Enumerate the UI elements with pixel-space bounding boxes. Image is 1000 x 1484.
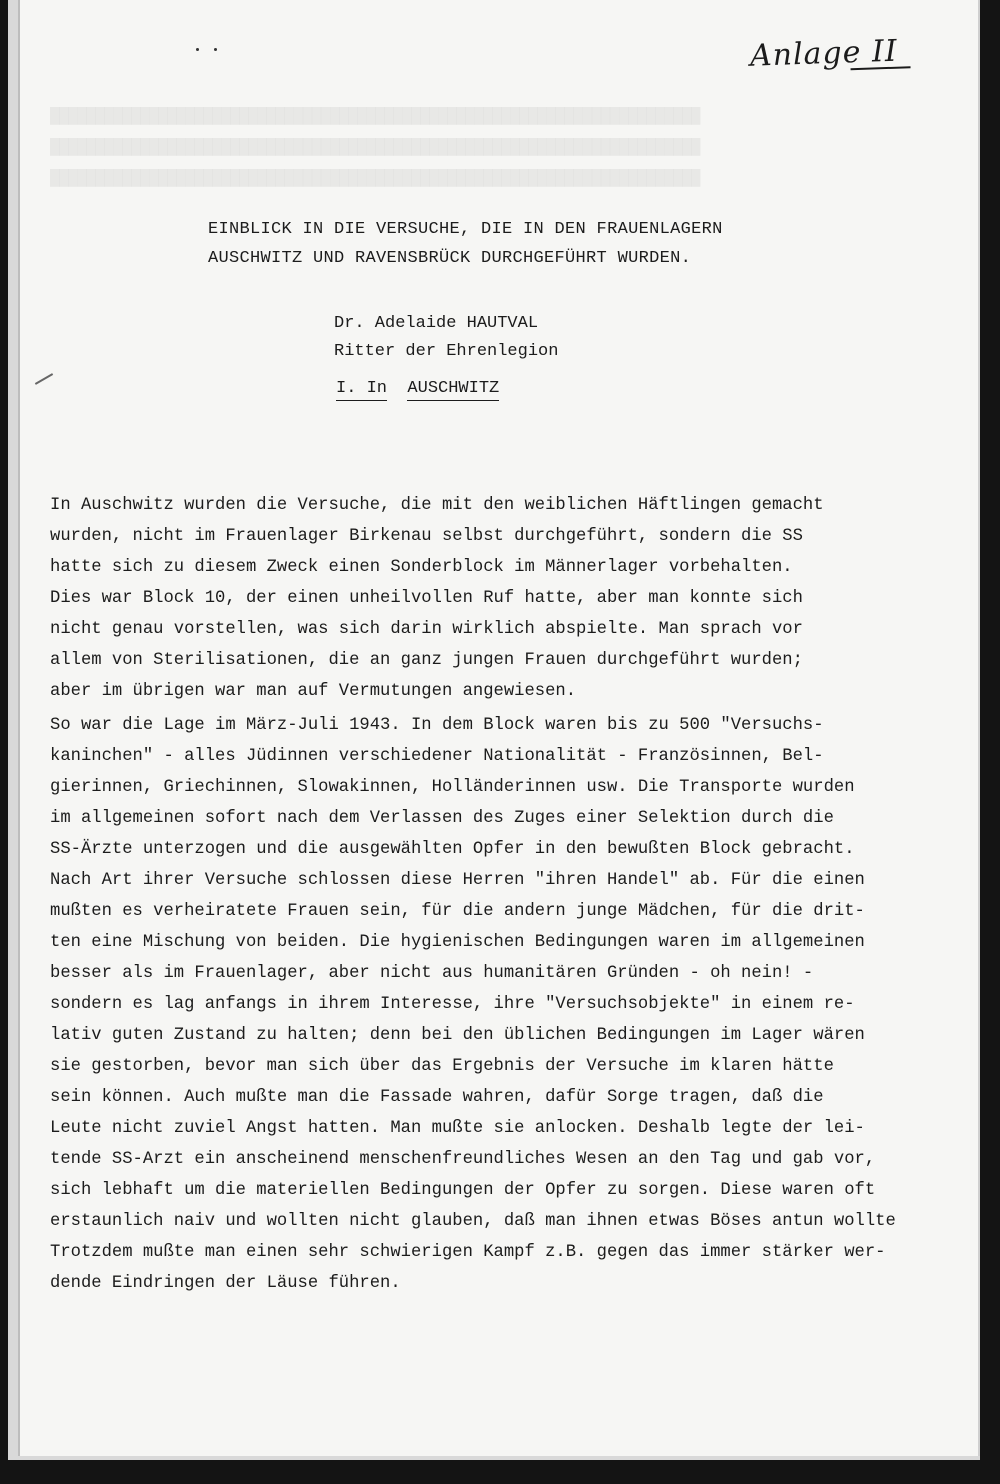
text-line: hatte sich zu diesem Zweck einen Sonderblock im Männerlager vorbehalten. (50, 558, 793, 577)
text-line: mußten es verheiratete Frauen sein, für die andern junge Mädchen, für die drit- (50, 902, 865, 921)
section-place: AUSCHWITZ (407, 378, 499, 401)
text-line: sein können. Auch mußte man die Fassade wahren, dafür Sorge tragen, daß die (50, 1088, 824, 1107)
text-line: Nach Art ihrer Versuche schlossen diese Herren "ihren Handel" ab. Für die einen (50, 871, 865, 890)
speck (214, 48, 217, 51)
text-line: Trotzdem mußte man einen sehr schwierigen Kampf z.B. gegen das immer stärker wer- (50, 1243, 886, 1262)
text-line: sondern es lag anfangs in ihrem Interesse, ihre "Versuchsobjekte" in einem re- (50, 995, 855, 1014)
text-line: Leute nicht zuviel Angst hatten. Man mußte sie anlocken. Deshalb legte der lei- (50, 1119, 865, 1138)
handwritten-annotation (749, 33, 910, 74)
text-line: aber im übrigen war man auf Vermutungen angewiesen. (50, 682, 577, 701)
title-line: EINBLICK IN DIE VERSUCHE, DIE IN DEN FRAUENLAGERN (208, 220, 723, 239)
text-line: allem von Sterilisationen, die an ganz jungen Frauen durchgeführt wurden; (50, 651, 803, 670)
text-line: im allgemeinen sofort nach dem Verlassen des Zuges einer Selektion durch die (50, 809, 834, 828)
author-block (334, 310, 558, 366)
text-line: wurden, nicht im Frauenlager Birkenau selbst durchgeführt, sondern die SS (50, 527, 803, 546)
text-line: erstaunlich naiv und wollten nicht glauben, daß man ihnen etwas Böses antun wollte (50, 1212, 896, 1231)
author-name: Dr. Adelaide HAUTVAL (334, 314, 539, 333)
annotation-text: Anlage II (749, 33, 899, 74)
title-line: AUSCHWITZ UND RAVENSBRÜCK DURCHGEFÜHRT WURDEN. (208, 249, 692, 268)
text-line: sie gestorben, bevor man sich über das Ergebnis der Versuche im klaren hätte (50, 1057, 834, 1076)
author-honor: Ritter der Ehrenlegion (334, 342, 559, 361)
show-through-texture: ████████████████████████████████████████████████████████████████████████ ████████████████████████████████████████████████████████████████████████ ████████████████████████████████████████████████████████████████████████ (50, 107, 701, 187)
text-line: sich lebhaft um die materiellen Bedingungen der Opfer zu sorgen. Diese waren oft (50, 1181, 876, 1200)
text-line: In Auschwitz wurden die Versuche, die mit den weiblichen Häftlingen gemacht (50, 496, 824, 515)
text-line: tende SS-Arzt ein anscheinend menschenfreundliches Wesen an den Tag und gab vor, (50, 1150, 876, 1169)
text-line: gierinnen, Griechinnen, Slowakinnen, Holländerinnen usw. Die Transporte wurden (50, 778, 855, 797)
body-text (50, 490, 950, 1302)
text-line: dende Eindringen der Läuse führen. (50, 1274, 401, 1293)
text-line: besser als im Frauenlager, aber nicht aus humanitären Gründen - oh nein! - (50, 964, 814, 983)
text-line: ten eine Mischung von beiden. Die hygienischen Bedingungen waren im allgemeinen (50, 933, 865, 952)
paragraph-1 (50, 490, 950, 707)
text-line: kaninchen" - alles Jüdinnen verschiedener Nationalität - Französinnen, Bel- (50, 747, 824, 766)
text-line: So war die Lage im März-Juli 1943. In dem Block waren bis zu 500 "Versuchs- (50, 716, 824, 735)
section-heading (336, 378, 499, 401)
text-line: lativ guten Zustand zu halten; denn bei den üblichen Bedingungen im Lager wären (50, 1026, 865, 1045)
paragraph-2 (50, 710, 950, 1299)
text-line: nicht genau vorstellen, was sich darin wirklich abspielte. Man sprach vor (50, 620, 803, 639)
text-line: Dies war Block 10, der einen unheilvollen Ruf hatte, aber man konnte sich (50, 589, 803, 608)
section-number: I. In (336, 378, 387, 401)
document-title (208, 215, 808, 273)
text-line: SS-Ärzte unterzogen und die ausgewählten Opfer in den bewußten Block gebracht. (50, 840, 855, 859)
speck (196, 48, 199, 51)
